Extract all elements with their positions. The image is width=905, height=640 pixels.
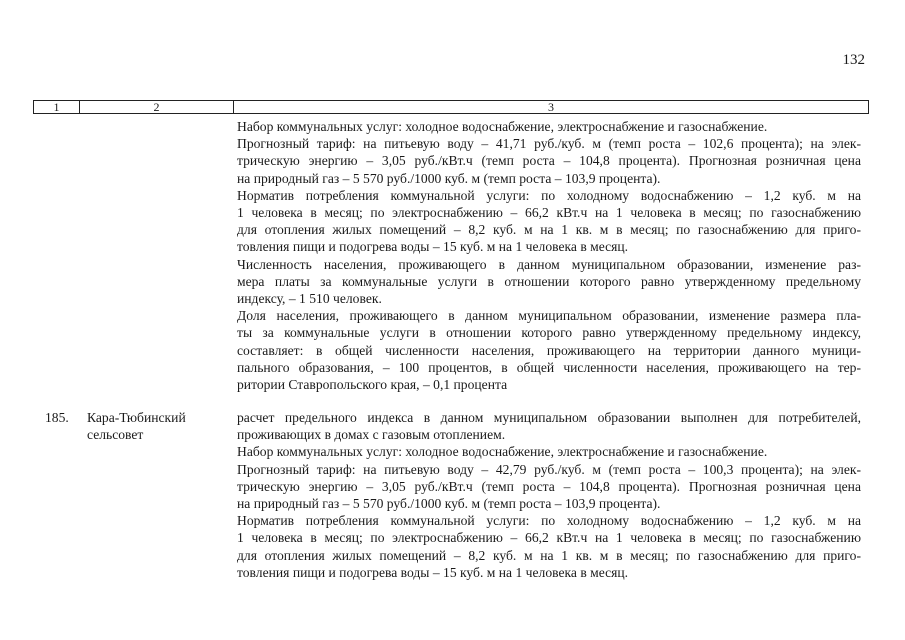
column-header-1: 1 <box>34 101 80 113</box>
text-line: Численность населения, проживающего в данном муниципальном образовании, изменение раз- <box>237 256 861 272</box>
column-header-2: 2 <box>80 101 234 113</box>
row-number: 185. <box>45 410 69 425</box>
text-line: 1 человека в месяц; по электроснабжению – 66,2 кВт.ч на 1 человека в месяц; по газоснабжению <box>237 530 861 546</box>
page-number: 132 <box>842 52 865 68</box>
text-line: Норматив потребления коммунальной услуги: по холодному водоснабжению – 1,2 куб. м на <box>237 187 861 203</box>
text-line: Прогнозный тариф: на питьевую воду – 41,71 руб./куб. м (темп роста – 102,6 процента); на элек- <box>237 136 861 152</box>
text-line: товления пищи и подогрева воды – 15 куб. м на 1 человека в месяц. <box>237 564 629 580</box>
text-line: на природный газ – 5 570 руб./1000 куб. м (темп роста – 103,9 процента). <box>237 170 661 186</box>
municipality-name <box>87 409 237 443</box>
text-line: индексу, – 1 510 человек. <box>237 291 382 307</box>
text-line: трическую энергию – 3,05 руб./кВт.ч (темп роста – 104,8 процента). Прогнозная розничная цена <box>237 478 861 494</box>
table-column-header-row <box>33 100 869 114</box>
text-line: ритории Ставропольского края, – 0,1 процента <box>237 377 508 393</box>
municipality-name-line: сельсовет <box>87 427 144 443</box>
text-line: для отопления жилых помещений – 8,2 куб. м на 1 кв. м в месяц; по газоснабжению для приго- <box>237 222 861 238</box>
text-line: ты за коммунальные услуги в отношении которого равно утвержденному предельному индексу, <box>237 325 861 341</box>
text-line: Прогнозный тариф: на питьевую воду – 42,79 руб./куб. м (темп роста – 100,3 процента); на элек- <box>237 461 861 477</box>
text-line: пального образования, – 100 процентов, в общей численности населения, проживающего на тер- <box>237 359 861 375</box>
row-185-text <box>237 409 861 581</box>
text-line: Набор коммунальных услуг: холодное водоснабжение, электроснабжение и газоснабжение. <box>237 444 768 460</box>
continuation-text <box>237 118 861 393</box>
text-line: Норматив потребления коммунальной услуги: по холодному водоснабжению – 1,2 куб. м на <box>237 513 861 529</box>
text-line: составляет: в общей численности населения, проживающего на территории данного муници- <box>237 342 861 358</box>
text-line: Набор коммунальных услуг: холодное водоснабжение, электроснабжение и газоснабжение. <box>237 119 768 134</box>
text-line: трическую энергию – 3,05 руб./кВт.ч (темп роста – 104,8 процента). Прогнозная розничная цена <box>237 153 861 169</box>
municipality-name-line: Кара-Тюбинский <box>87 410 186 425</box>
text-line: для отопления жилых помещений – 8,2 куб. м на 1 кв. м в месяц; по газоснабжению для приго- <box>237 547 861 563</box>
text-line: товления пищи и подогрева воды – 15 куб. м на 1 человека в месяц. <box>237 239 629 255</box>
text-line: расчет предельного индекса в данном муниципальном образовании выполнен для потребителей, <box>237 410 861 425</box>
text-line: 1 человека в месяц; по электроснабжению – 66,2 кВт.ч на 1 человека в месяц; по газоснабжению <box>237 205 861 221</box>
text-line: Доля населения, проживающего в данном муниципальном образовании, изменение размера пла- <box>237 308 861 324</box>
text-line: проживающих в домах с газовым отоплением. <box>237 427 506 443</box>
text-line: на природный газ – 5 570 руб./1000 куб. м (темп роста – 103,9 процента). <box>237 496 661 512</box>
text-line: мера платы за коммунальные услуги в отношении которого равно утвержденному предельному <box>237 273 861 289</box>
column-header-3: 3 <box>548 100 554 114</box>
